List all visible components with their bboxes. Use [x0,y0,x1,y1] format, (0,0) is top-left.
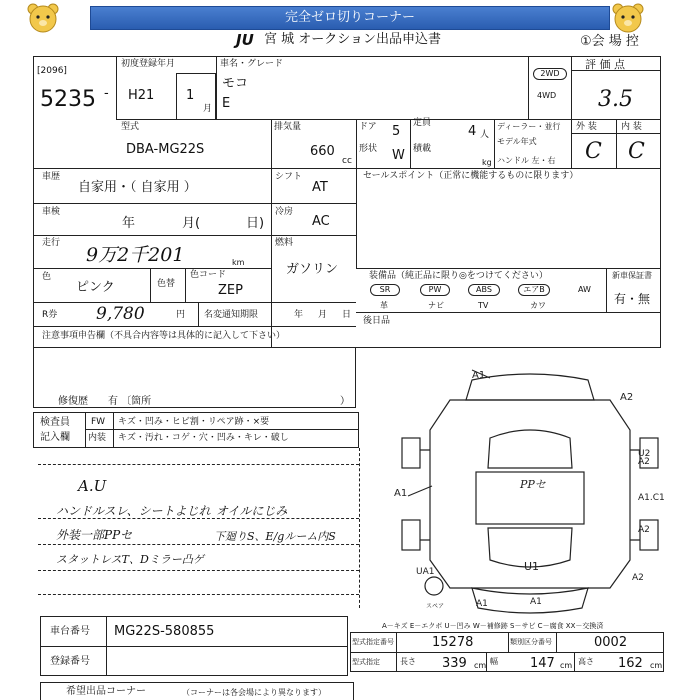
notice-month: 月 [318,310,328,320]
handle-label: ハンドル 左・右 [497,156,556,165]
checker-sub: 記入欄 [40,432,70,443]
diag-label-a2-tr: A2 [620,392,634,403]
inspection-day: 日) [246,216,265,231]
later-date-label: 後日品 [363,316,391,326]
hope-note: （コーナーは各会場により異なります） [182,688,326,697]
shift-value: AT [312,180,328,195]
note-line5: 下廻りS、E/gルーム内S [214,530,336,543]
equip-tv: TV [478,301,489,310]
ext-grade: C [585,139,602,164]
mileage-unit: km [232,258,245,267]
lot-number: 5235 [40,87,96,112]
cert-label2: 類別区分番号 [510,638,552,646]
shift-label: シフト [275,172,303,182]
car-name-label: 車名・グレード [220,59,284,69]
ju-logo: JU [236,31,254,49]
model-year-label: モデル年式 [497,137,537,146]
color-label: 色 [42,272,52,282]
chassis-value: MG22S-580855 [114,624,215,639]
diag-label-u1: U1 [524,560,540,573]
int-label: 内 装 [621,122,642,132]
model-label: 型式 [121,122,140,132]
shape-label: 形状 [359,144,378,154]
fuel-value: ガソリン [286,262,339,277]
inspection-month: 月( [182,216,201,231]
notice-year: 年 [294,310,304,320]
checker-in-text: キズ・汚れ・コゲ・穴・凹み・キレ・破し [118,433,289,443]
cert-value1: 15278 [432,635,474,650]
diag-label-a1-left: A1 [394,488,408,499]
cert-label3: 型式指定 [352,658,380,666]
recycle-label: R券 [42,310,58,320]
width-label: 幅 [490,657,498,666]
doors-value: 5 [392,124,401,139]
equip-pw: PW [420,284,450,296]
new-warranty-value: 有・無 [614,292,651,306]
shape-value: W [392,148,405,163]
repair-flag: 有 〔箇所 [108,396,152,407]
equip-leather: 革 [380,301,388,310]
equip-navi: ナビ [428,301,444,310]
diag-label-a2-rr: A2 [638,525,650,535]
diag-label-a2-r: A2 [638,457,650,467]
car-name: モコ [222,76,249,91]
capacity-label: 定員 [413,118,432,128]
checker-in-label: 内装 [88,433,107,443]
score-value: 3.5 [598,87,633,112]
repair-close: ） [340,396,350,407]
chassis-label: 車台番号 [50,626,90,637]
length-unit: cm [474,661,487,670]
mileage-label: 走行 [42,238,61,248]
repair-label: 修復歴 [58,396,88,407]
bear-mascot-right-icon [610,2,646,34]
color-code-value: ZEP [218,283,243,298]
diag-label-a1-b1: A1 [476,599,488,609]
equip-aw: AW [578,285,591,294]
equip-sr: SR [370,284,400,296]
checker-fw-text: キズ・凹み・ヒビ割・リペア跡・×要 [118,417,270,427]
ac-value: AC [312,214,330,229]
note-line2: 外装一部PPセ [56,528,133,542]
first-reg-label: 初度登録年月 [121,59,176,69]
bear-mascot-left-icon [25,2,61,34]
displacement-label: 排気量 [274,122,302,132]
copy-label: ①会 場 控 [580,34,639,49]
inspection-label: 車検 [42,207,61,217]
mileage-value: 9万2千201 [86,244,185,266]
int-grade: C [628,139,645,164]
notice-label: 名変通知期限 [204,310,259,320]
recycle-value: 9,780 [96,304,145,324]
height-value: 162 [618,656,643,671]
diag-label-ppse: PPセ [520,478,546,491]
color-change-label: 色替 [157,279,176,289]
car-grade: E [222,96,231,111]
diag-label-a2-br: A2 [632,573,644,583]
first-reg-era: H21 [128,88,155,103]
note-line4: オイルにじみ [216,504,288,518]
checker-label: 検査員 [40,417,70,428]
diag-label-a1-top: A1 [472,370,486,381]
registration-label: 登録番号 [50,656,90,667]
form-title: 宮 城 オークション出品申込書 [264,32,442,47]
height-unit: cm [650,661,663,670]
new-warranty-label: 新車保証書 [612,271,652,280]
color-code-label: 色コード [190,270,227,280]
first-reg-month-unit: 月 [203,104,213,114]
history-label: 車歴 [42,172,61,182]
recycle-unit: 円 [176,310,186,320]
note-line3: スタットレスT、Dミラー凸ゲ [56,553,204,566]
car-damage-diagram [380,360,680,622]
dealer-label: ディーラー・並行 [497,122,561,131]
width-value: 147 [530,656,555,671]
model-value: DBA-MG22S [126,142,205,157]
note-line1: ハンドルスレ、シートよじれ [56,504,211,518]
load-label: 積載 [413,144,432,154]
equipment-label: 装備品（純正品に限り◎をつけてください） [369,271,548,281]
length-label: 長さ [400,657,416,666]
corner-banner: 完全ゼロ切りコーナー [90,6,610,30]
doors-label: ドア [359,122,377,132]
history-value: 自家用・（ 自家用 ） [78,180,197,195]
lot-dash: - [104,86,109,101]
equip-abs: ABS [468,284,500,296]
notice-day: 日 [342,310,352,320]
score-label: 評 価 点 [585,58,625,71]
capacity-unit: 人 [480,130,490,140]
diag-label-a1-b2: A1 [530,597,542,607]
displacement-unit: cc [342,156,352,166]
ac-label: 冷房 [275,207,294,217]
displacement-value: 660 [310,144,335,159]
diag-label-u2: U2 [638,449,651,459]
color-value: ピンク [76,280,115,295]
first-reg-month: 1 [186,88,195,103]
equip-airbag: エアB [518,284,550,296]
capacity-value: 4 [468,124,477,139]
equip-kawa: カワ [530,301,546,310]
damage-legend: A－キズ E－エクボ U－凹み W－補修跡 S－サビ C－腐食 XX－交換済 [382,622,604,630]
cert-label1: 型式指定番号 [352,638,394,646]
inspection-year: 年 [122,216,136,231]
width-unit: cm [560,661,573,670]
load-unit: kg [482,158,492,167]
note-au: A.U [78,477,107,495]
drive-2wd: 2WD [533,68,567,80]
drive-4wd: 4WD [537,91,557,100]
sales-point-label: セールスポイント（正常に機能するものに限ります） [363,171,579,181]
notes-label: 注意事項申告欄（不具合内容等は具体的に記入して下さい） [42,331,286,341]
length-value: 339 [442,656,467,671]
diag-label-ua1: UA1 [416,567,435,577]
height-label: 高さ [578,657,594,666]
ext-label: 外 装 [576,122,597,132]
cert-value2: 0002 [594,635,628,650]
diag-label-a1c1: A1.C1 [638,493,665,503]
lot-code: [2096] [37,66,67,76]
diag-label-spare: スペア [426,603,445,610]
fuel-label: 燃料 [275,238,294,248]
hope-label: 希望出品コーナー [66,686,146,697]
checker-fw-label: FW [91,417,106,427]
